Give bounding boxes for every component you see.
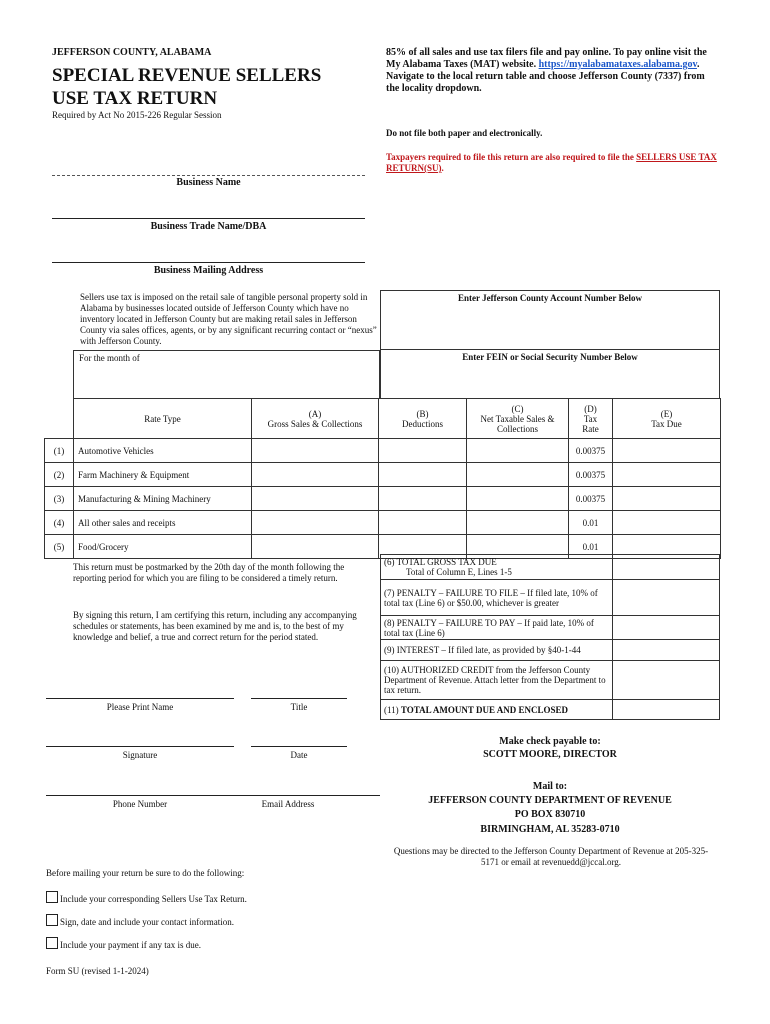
col-e-header: (E) Tax Due — [613, 399, 721, 439]
row-label: Manufacturing & Mining Machinery — [74, 487, 252, 511]
checklist-item: Include your payment if any tax is due. — [46, 937, 201, 951]
tax-rate-cell: 0.00375 — [569, 439, 613, 463]
trade-name-line[interactable] — [52, 218, 365, 219]
row-label: Automotive Vehicles — [74, 439, 252, 463]
row-number: (4) — [45, 511, 74, 535]
checkbox[interactable] — [46, 914, 58, 926]
mailing-address-label: Business Mailing Address — [153, 265, 264, 276]
gross-sales-cell[interactable] — [252, 439, 379, 463]
line-6-row — [381, 555, 720, 580]
form-title-line2: USE TAX RETURN — [52, 88, 218, 109]
month-of-field[interactable] — [73, 350, 380, 399]
totals-table — [380, 554, 720, 720]
email-label: Email Address — [261, 799, 315, 809]
line-11-amount[interactable] — [613, 700, 720, 720]
checklist-intro: Before mailing your return be sure to do the following: — [46, 868, 245, 878]
questions-contact: Questions may be directed to the Jefferson County Department of Revenue at 205-325-5171 or email at revenuedd@jccal.org. — [393, 846, 709, 867]
fein-field[interactable] — [380, 349, 720, 399]
row-number: (2) — [45, 463, 74, 487]
phone-email-line[interactable] — [46, 795, 380, 796]
table-row — [45, 463, 721, 487]
line-9-label: (9) INTEREST – If filed late, as provided by §40-1-44 — [381, 640, 613, 661]
net-taxable-cell[interactable] — [467, 511, 569, 535]
date-label: Date — [290, 750, 308, 760]
tax-due-cell[interactable] — [613, 511, 721, 535]
no-both-notice: Do not file both paper and electronically. — [386, 128, 543, 138]
tax-table-header — [45, 399, 721, 439]
form-id: Form SU (revised 1-1-2024) — [46, 966, 149, 976]
tax-due-cell[interactable] — [613, 463, 721, 487]
deductions-cell[interactable] — [379, 511, 467, 535]
fein-label: Enter FEIN or Social Security Number Below — [462, 352, 638, 362]
online-text-1: 85% of all sales and use tax filers file and pay online. To pay online visit the My Alabama Taxes (MAT) website. — [386, 47, 707, 70]
sellers-use-tax-description: Sellers use tax is imposed on the retail sale of tangible personal property sold in Alabama by businesses located outside of Jefferson County which have no inventory located in Jefferson County but are making retail sales in Jefferson County via sales offices, agents, or by any significant recurring contact or “nexus” with Jefferson County. — [80, 292, 377, 346]
col-b-header: (B) Deductions — [379, 399, 467, 439]
mat-website-link[interactable]: https://myalabamataxes.alabama.gov — [538, 59, 697, 70]
required-notice: Taxpayers required to file this return are also required to file the SELLERS USE TAX RETURN(SU). — [386, 152, 717, 173]
postmark-statement: This return must be postmarked by the 20th day of the month following the reporting period for which you are filing to be considered a timely return. — [73, 562, 345, 583]
tax-due-cell[interactable] — [613, 487, 721, 511]
gross-sales-cell[interactable] — [252, 487, 379, 511]
sellers-use-tax-link[interactable]: SELLERS USE TAX RETURN(SU) — [386, 152, 717, 173]
account-number-field[interactable] — [380, 290, 720, 350]
account-number-label: Enter Jefferson County Account Number Below — [458, 293, 642, 303]
form-subtitle: Required by Act No 2015-226 Regular Session — [52, 110, 222, 120]
line-8-amount[interactable] — [613, 616, 720, 640]
print-name-label: Please Print Name — [106, 702, 174, 712]
col-a-header: (A) Gross Sales & Collections — [252, 399, 379, 439]
line-6-amount[interactable] — [613, 555, 720, 580]
county-heading: JEFFERSON COUNTY, ALABAMA — [52, 47, 212, 58]
table-row — [45, 511, 721, 535]
line-7-label: (7) PENALTY – FAILURE TO FILE – If filed late, 10% of total tax (Line 6) or $50.00, whichever is greater — [381, 580, 613, 616]
gross-sales-cell[interactable] — [252, 511, 379, 535]
col-d-header: (D) Tax Rate — [569, 399, 613, 439]
net-taxable-cell[interactable] — [467, 487, 569, 511]
title-label: Title — [290, 702, 308, 712]
line-10-label: (10) AUTHORIZED CREDIT from the Jefferson County Department of Revenue. Attach letter from the Department to tax return. — [381, 661, 613, 700]
online-text-2: . Navigate to the local return table and choose Jefferson County (7337) from the locality dropdown. — [386, 59, 705, 94]
tax-rate-cell: 0.01 — [569, 535, 613, 559]
row-label: All other sales and receipts — [74, 511, 252, 535]
signature-line[interactable] — [46, 746, 234, 747]
mail-line-3: BIRMINGHAM, AL 35283-0710 — [480, 824, 620, 835]
date-line[interactable] — [251, 746, 347, 747]
business-name-label: Business Name — [176, 177, 241, 188]
line-9-amount[interactable] — [613, 640, 720, 661]
checkbox[interactable] — [46, 937, 58, 949]
trade-name-label: Business Trade Name/DBA — [150, 221, 267, 232]
tax-table — [44, 398, 721, 559]
form-title-line1: SPECIAL REVENUE SELLERS — [52, 65, 322, 86]
line-8-label: (8) PENALTY – FAILURE TO PAY – If paid late, 10% of total tax (Line 6) — [381, 616, 613, 640]
net-taxable-cell[interactable] — [467, 463, 569, 487]
signature-label: Signature — [122, 750, 158, 760]
col-c-header: (C) Net Taxable Sales & Collections — [467, 399, 569, 439]
line-11-label: (11) TOTAL AMOUNT DUE AND ENCLOSED — [381, 700, 613, 720]
payable-heading: Make check payable to: — [499, 736, 601, 747]
checkbox[interactable] — [46, 891, 58, 903]
deductions-cell[interactable] — [379, 439, 467, 463]
line-9-row — [381, 640, 720, 661]
required-text: Taxpayers required to file this return are also required to file the — [386, 152, 634, 162]
deductions-cell[interactable] — [379, 463, 467, 487]
table-row — [45, 439, 721, 463]
net-taxable-cell[interactable] — [467, 439, 569, 463]
table-row — [45, 487, 721, 511]
gross-sales-cell[interactable] — [252, 535, 379, 559]
line-6-label: (6) TOTAL GROSS TAX DUE Total of Column E, Lines 1-5 — [381, 555, 613, 580]
rate-type-header: Rate Type — [74, 399, 252, 439]
business-name-line[interactable] — [52, 175, 365, 176]
row-number: (3) — [45, 487, 74, 511]
row-label: Food/Grocery — [74, 535, 252, 559]
month-of-label: For the month of — [79, 353, 140, 363]
checklist-item: Include your corresponding Sellers Use Tax Return. — [46, 891, 247, 905]
line-10-row — [381, 661, 720, 700]
line-10-amount[interactable] — [613, 661, 720, 700]
line-7-row — [381, 580, 720, 616]
deductions-cell[interactable] — [379, 487, 467, 511]
gross-sales-cell[interactable] — [252, 463, 379, 487]
checklist-item: Sign, date and include your contact information. — [46, 914, 234, 928]
mail-heading: Mail to: — [532, 781, 568, 792]
mailing-address-line[interactable] — [52, 262, 365, 263]
line-8-row — [381, 616, 720, 640]
certification-statement: By signing this return, I am certifying this return, including any accompanying schedules or statements, has been examined by me and is, to the best of my knowledge and belief, a true and correct return for the period stated. — [73, 610, 357, 642]
tax-rate-cell: 0.00375 — [569, 487, 613, 511]
row-number: (1) — [45, 439, 74, 463]
line-7-amount[interactable] — [613, 580, 720, 616]
mail-line-1: JEFFERSON COUNTY DEPARTMENT OF REVENUE — [428, 795, 672, 806]
row-label: Farm Machinery & Equipment — [74, 463, 252, 487]
mail-line-2: PO BOX 830710 — [514, 809, 586, 820]
tax-due-cell[interactable] — [613, 439, 721, 463]
print-name-line[interactable] — [46, 698, 234, 699]
online-filing-notice — [386, 47, 716, 95]
tax-rate-cell: 0.00375 — [569, 463, 613, 487]
title-line[interactable] — [251, 698, 347, 699]
line-11-row — [381, 700, 720, 720]
payable-name: SCOTT MOORE, DIRECTOR — [483, 749, 617, 760]
row-number: (5) — [45, 535, 74, 559]
phone-label: Phone Number — [112, 799, 168, 809]
tax-rate-cell: 0.01 — [569, 511, 613, 535]
